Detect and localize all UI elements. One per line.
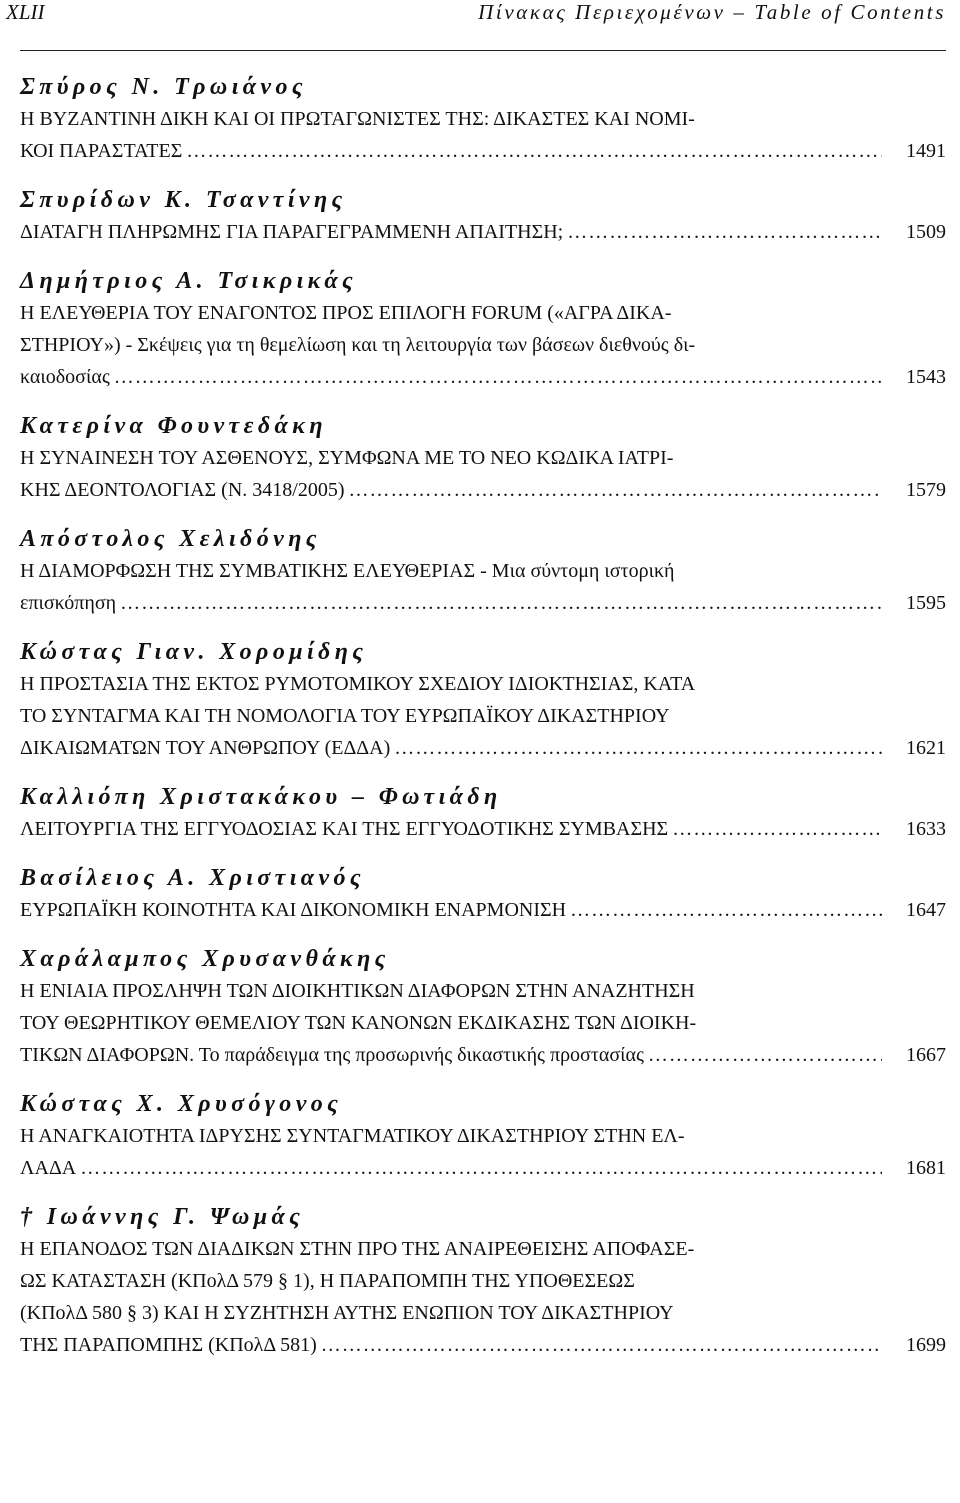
entry-author: Κατερίνα Φουντεδάκη (20, 413, 327, 439)
entry-author: Βασίλειος Α. Χριστιανός (20, 865, 365, 891)
entry-author: Απόστολος Χελιδόνης (20, 526, 321, 552)
entry-last-line (20, 361, 946, 393)
dot-leader (570, 894, 882, 926)
toc-entry (20, 523, 946, 619)
entry-title-end: ΚΗΣ ΔΕΟΝΤΟΛΟΓΙΑΣ (Ν. 3418/2005) (20, 479, 345, 501)
dot-leader (648, 1039, 882, 1071)
entry-last-line (20, 135, 946, 167)
entry-title-line: Η ΑΝΑΓΚΑΙΟΤΗΤΑ ΙΔΡΥΣΗΣ ΣΥΝΤΑΓΜΑΤΙΚΟΥ ΔΙΚΑΣΤΗΡΙΟΥ ΣΤΗΝ ΕΛ- (20, 1125, 685, 1147)
entry-title-end: ΕΥΡΩΠΑΪΚΗ ΚΟΙΝΟΤΗΤΑ ΚΑΙ ΔΙΚΟΝΟΜΙΚΗ ΕΝΑΡΜΟΝΙΣΗ (20, 899, 567, 921)
entry-last-line (20, 732, 946, 764)
page-number: XLII (6, 0, 45, 24)
entry-title-line: Η ΠΡΟΣΤΑΣΙΑ ΤΗΣ ΕΚΤΟΣ ΡΥΜΟΤΟΜΙΚΟΥ ΣΧΕΔΙΟΥ ΙΔΙΟΚΤΗΣΙΑΣ, ΚΑΤΑ (20, 673, 696, 695)
toc-entry (20, 943, 946, 1071)
entry-last-line (20, 474, 946, 506)
entry-title-end: ΔΙΑΤΑΓΗ ΠΛΗΡΩΜΗΣ ΓΙΑ ΠΑΡΑΓΕΓΡΑΜΜΕΝΗ ΑΠΑΙΤΗΣΗ; (20, 221, 564, 243)
entry-title-line: (ΚΠολΔ 580 § 3) ΚΑΙ Η ΣΥΖΗΤΗΣΗ ΑΥΤΗΣ ΕΝΩΠΙΟΝ ΤΟΥ ΔΙΚΑΣΤΗΡΙΟΥ (20, 1302, 674, 1324)
entry-author: Χαράλαμπος Χρυσανθάκης (20, 946, 390, 972)
entry-title-line: Η ΣΥΝΑΙΝΕΣΗ ΤΟΥ ΑΣΘΕΝΟΥΣ, ΣΥΜΦΩΝΑ ΜΕ ΤΟ ΝΕΟ ΚΩΔΙΚΑ ΙΑΤΡΙ- (20, 447, 674, 469)
dot-leader (348, 474, 882, 506)
dot-leader (114, 361, 882, 393)
entry-author: Κώστας Χ. Χρυσόγονος (20, 1091, 343, 1117)
dot-leader (567, 216, 882, 248)
entry-page-number: 1699 (906, 1334, 946, 1356)
toc-entry (20, 1088, 946, 1184)
entry-last-line (20, 894, 946, 926)
entry-page-number: 1647 (906, 899, 946, 921)
entry-last-line (20, 1329, 946, 1361)
entry-title-line: ΣΤΗΡΙΟΥ») - Σκέψεις για τη θεμελίωση και τη λειτουργία των βάσεων διεθνούς δι- (20, 334, 696, 356)
dot-leader (186, 135, 882, 167)
toc-entry (20, 1201, 946, 1361)
dot-leader (120, 587, 882, 619)
entry-author: Σπύρος Ν. Τρωιάνος (20, 74, 307, 100)
entry-title-line: Η ΔΙΑΜΟΡΦΩΣΗ ΤΗΣ ΣΥΜΒΑΤΙΚΗΣ ΕΛΕΥΘΕΡΙΑΣ - Μια σύντομη ιστορική (20, 560, 675, 582)
entry-page-number: 1509 (906, 221, 946, 243)
entry-title-line: Η ΒΥΖΑΝΤΙΝΗ ΔΙΚΗ ΚΑΙ ΟΙ ΠΡΩΤΑΓΩΝΙΣΤΕΣ ΤΗΣ: ΔΙΚΑΣΤΕΣ ΚΑΙ ΝΟΜΙ- (20, 108, 695, 130)
entry-page-number: 1595 (906, 592, 946, 614)
entry-title-line: ΤΟ ΣΥΝΤΑΓΜΑ ΚΑΙ ΤΗ ΝΟΜΟΛΟΓΙΑ ΤΟΥ ΕΥΡΩΠΑΪΚΟΥ ΔΙΚΑΣΤΗΡΙΟΥ (20, 705, 670, 727)
toc-entry (20, 71, 946, 167)
entry-title-line: Η ΕΝΙΑΙΑ ΠΡΟΣΛΗΨΗ ΤΩΝ ΔΙΟΙΚΗΤΙΚΩΝ ΔΙΑΦΟΡΩΝ ΣΤΗΝ ΑΝΑΖΗΤΗΣΗ (20, 980, 695, 1002)
toc-entry (20, 265, 946, 393)
entry-page-number: 1667 (906, 1044, 946, 1066)
entry-title-end: ΤΗΣ ΠΑΡΑΠΟΜΠΗΣ (ΚΠολΔ 581) (20, 1334, 317, 1356)
entry-last-line (20, 1039, 946, 1071)
entry-page-number: 1491 (906, 140, 946, 162)
entry-last-line (20, 587, 946, 619)
entry-title-line: ΩΣ ΚΑΤΑΣΤΑΣΗ (ΚΠολΔ 579 § 1), Η ΠΑΡΑΠΟΜΠΗ ΤΗΣ ΥΠΟΘΕΣΕΩΣ (20, 1270, 635, 1292)
entry-author: Καλλιόπη Χριστακάκου – Φωτιάδη (20, 784, 502, 810)
entry-page-number: 1543 (906, 366, 946, 388)
toc-entry (20, 636, 946, 764)
entry-author: Σπυρίδων Κ. Τσαντίνης (20, 187, 347, 213)
toc-entry (20, 410, 946, 506)
entry-page-number: 1681 (906, 1157, 946, 1179)
entry-title-end: ΔΙΚΑΙΩΜΑΤΩΝ ΤΟΥ ΑΝΘΡΩΠΟΥ (ΕΔΔΑ) (20, 737, 391, 759)
entry-author: Δημήτριος Α. Τσικρικάς (20, 268, 358, 294)
entry-title-line: Η ΕΠΑΝΟΔΟΣ ΤΩΝ ΔΙΑΔΙΚΩΝ ΣΤΗΝ ΠΡΟ ΤΗΣ ΑΝΑΙΡΕΘΕΙΣΗΣ ΑΠΟΦΑΣΕ- (20, 1238, 695, 1260)
toc-entries (20, 51, 946, 1361)
entry-title-line: ΤΟΥ ΘΕΩΡΗΤΙΚΟΥ ΘΕΜΕΛΙΟΥ ΤΩΝ ΚΑΝΟΝΩΝ ΕΚΔΙΚΑΣΗΣ ΤΩΝ ΔΙΟΙΚΗ- (20, 1012, 697, 1034)
dot-leader (321, 1329, 882, 1361)
entry-last-line (20, 216, 946, 248)
entry-page-number: 1579 (906, 479, 946, 501)
entry-title-end: καιοδοσίας (20, 366, 110, 388)
entry-title-end: επισκόπηση (20, 592, 117, 614)
entry-author: Κώστας Γιαν. Χορομίδης (20, 639, 368, 665)
entry-title-end: ΛΑΔΑ (20, 1157, 77, 1179)
dot-leader (672, 813, 882, 845)
toc-entry (20, 184, 946, 248)
running-header (6, 0, 946, 51)
dot-leader (394, 732, 882, 764)
entry-title-end: ΤΙΚΩΝ ΔΙΑΦΟΡΩΝ. Το παράδειγμα της προσωρινής δικαστικής προστασίας (20, 1044, 644, 1066)
entry-author: † Ιωάννης Γ. Ψωμάς (20, 1204, 305, 1230)
entry-title-end: ΚΟΙ ΠΑΡΑΣΤΑΤΕΣ (20, 140, 183, 162)
entry-last-line (20, 1152, 946, 1184)
entry-page-number: 1621 (906, 737, 946, 759)
entry-title-line: Η ΕΛΕΥΘΕΡΙΑ ΤΟΥ ΕΝΑΓΟΝΤΟΣ ΠΡΟΣ ΕΠΙΛΟΓΗ FORUM («ΑΓΡΑ ΔΙΚΑ- (20, 302, 672, 324)
toc-entry (20, 862, 946, 926)
toc-entry (20, 781, 946, 845)
entry-page-number: 1633 (906, 818, 946, 840)
running-title: Πίνακας Περιεχομένων – Table of Contents (478, 0, 946, 24)
dot-leader (80, 1152, 882, 1184)
entry-last-line (20, 813, 946, 845)
entry-title-end: ΛΕΙΤΟΥΡΓΙΑ ΤΗΣ ΕΓΓΥΟΔΟΣΙΑΣ ΚΑΙ ΤΗΣ ΕΓΓΥΟΔΟΤΙΚΗΣ ΣΥΜΒΑΣΗΣ (20, 818, 669, 840)
